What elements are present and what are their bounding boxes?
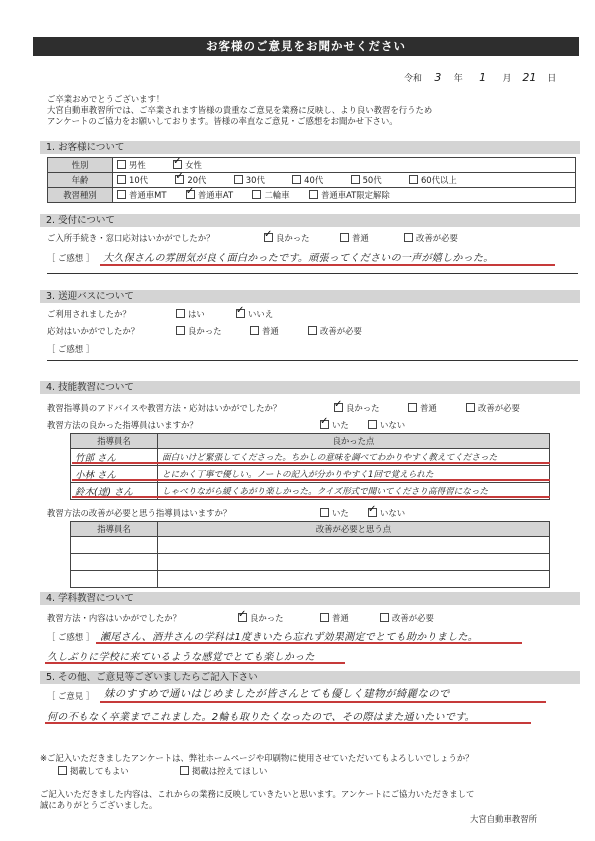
instructor-comment[interactable]: とにかく丁寧で優しい。ノートの記入が分かりやすく1回で覚えられた [158, 466, 550, 483]
gender-male-label: 男性 [129, 160, 146, 170]
skill-instructor-yes-checkbox[interactable] [320, 420, 329, 429]
skill-good-label: 良かった [346, 403, 380, 413]
section-header-customer: 1. お客様について [40, 141, 580, 154]
age-10-checkbox[interactable] [117, 175, 126, 184]
intro-text [47, 94, 432, 127]
skill-instructor-yes-label: いた [332, 420, 349, 430]
date-month[interactable]: 1 [479, 71, 487, 84]
closing-text [40, 789, 474, 811]
permission-question: ※ご記入いただきましたアンケートは、弊社ホームページや印刷物に使用させていただいてもよろしいでしょうか？ [40, 753, 474, 763]
lecture-improve-label: 改善が必要 [392, 613, 434, 623]
closing-line1: ご記入いただきました内容は、これからの業務に反映していきたいと思います。アンケートにご協力いただきまして [40, 789, 475, 799]
form-title: お客様のご意見をお聞かせください [33, 37, 579, 56]
skill-improve-no-label: いない [380, 508, 406, 518]
section-header-bus: 3. 送迎バスについて [40, 290, 580, 303]
instructor-comment[interactable] [158, 537, 550, 554]
bus-use-no-label: いいえ [248, 309, 274, 319]
age-50-checkbox[interactable] [351, 175, 360, 184]
instructor-comment[interactable] [158, 554, 550, 571]
skill-improve-yes-label: いた [332, 508, 349, 518]
skill-improve-no-checkbox[interactable] [368, 508, 377, 517]
skill-good-instructor-question: 教習方法の良かった指導員はいますか？ [47, 420, 198, 430]
organization-name: 大宮自動車教習所 [470, 814, 537, 824]
course-bike-label: 二輪車 [264, 190, 290, 200]
intro-greeting: ご卒業おめでとうございます！ [47, 94, 165, 104]
reception-normal-checkbox[interactable] [340, 233, 349, 242]
reception-improve-label: 改善が必要 [416, 233, 458, 243]
date-line [404, 71, 556, 84]
age-label: 年齢 [48, 173, 113, 188]
permission-no-checkbox[interactable] [180, 766, 189, 775]
age-60-label: 60代以上 [420, 175, 457, 185]
course-mt-checkbox[interactable] [117, 190, 126, 199]
col-instructor-name: 指導員名 [71, 522, 158, 537]
bus-use-yes-label: はい [188, 309, 205, 319]
lecture-comment-line1[interactable]: 瀬尾さん、酒井さんの学科は1度きいたら忘れず効果測定でとても助かりました。 [100, 632, 479, 643]
gender-label: 性別 [48, 158, 113, 173]
good-instructor-table [70, 433, 550, 500]
section-header-lecture: 4. 学科教習について [40, 592, 580, 605]
reception-comment[interactable]: 大久保さんの雰囲気が良く面白かったです。頑張ってくださいの一声が嬉しかった。 [103, 253, 494, 264]
reception-question: ご入所手続き・窓口応対はいかがでしたか？ [47, 233, 215, 243]
reception-normal-label: 普通 [352, 233, 369, 243]
bus-use-no-checkbox[interactable] [236, 309, 245, 318]
reception-good-checkbox[interactable] [264, 233, 273, 242]
age-options [113, 173, 576, 188]
reception-comment-underline [100, 264, 555, 266]
improve-instructor-table [70, 521, 550, 588]
closing-line2: 誠にありがとうございました。 [40, 800, 158, 810]
skill-good-checkbox[interactable] [334, 403, 343, 412]
instructor-comment[interactable]: 面白いけど緊張してくださった。ちかしの意味を調べてわかりやすく教えてくださった [158, 449, 550, 466]
date-day[interactable]: 21 [522, 71, 537, 84]
date-month-unit: 月 [502, 74, 512, 84]
date-era: 令和 [404, 74, 423, 84]
col-improve-points: 改善が必要と思う点 [158, 522, 550, 537]
course-options [113, 188, 576, 203]
gender-female-checkbox[interactable] [173, 160, 182, 169]
skill-advice-question: 教習指導員のアドバイスや教習方法・応対はいかがでしたか？ [47, 403, 282, 413]
skill-improve-checkbox[interactable] [466, 403, 475, 412]
reception-improve-checkbox[interactable] [404, 233, 413, 242]
intro-line2: アンケートのご協力をお願いしております。皆様の率直なご意見・ご感想をお聞かせ下さい。 [47, 116, 398, 126]
section-header-skill: 4. 技能教習について [40, 381, 580, 394]
col-good-points: 良かった点 [158, 434, 550, 449]
lecture-normal-checkbox[interactable] [320, 613, 329, 622]
other-comment-line2[interactable]: 何の不もなく卒業までこれました。2輪も取りたくなったので、その際はまた通いたいです。 [47, 712, 475, 723]
bus-improve-checkbox[interactable] [308, 326, 317, 335]
lecture-question: 教習方法・内容はいかがでしたか？ [47, 613, 181, 623]
lecture-comment-label: ［ ご感想 ］ [47, 632, 95, 642]
other-comment-label: ［ ご意見 ］ [47, 691, 95, 701]
instructor-name[interactable]: 竹部 さん [71, 449, 158, 466]
bus-comment-label: ［ ご感想 ］ [47, 344, 95, 354]
bus-normal-label: 普通 [262, 326, 279, 336]
permission-yes-checkbox[interactable] [58, 766, 67, 775]
lecture-good-label: 良かった [250, 613, 284, 623]
course-at-removal-checkbox[interactable] [309, 190, 318, 199]
other-comment-underline2 [45, 722, 531, 724]
table-row [71, 554, 550, 571]
date-year-unit: 年 [453, 74, 463, 84]
lecture-improve-checkbox[interactable] [380, 613, 389, 622]
bus-good-checkbox[interactable] [176, 326, 185, 335]
date-year[interactable]: 3 [434, 71, 442, 84]
skill-instructor-no-checkbox[interactable] [368, 420, 377, 429]
intro-line1: 大宮自動車教習所では、ご卒業されます皆様の貴重なご意見を業務に反映し、より良い教習を行うため [47, 105, 433, 115]
other-comment-underline1 [100, 701, 546, 703]
bus-improve-label: 改善が必要 [320, 326, 362, 336]
course-at-checkbox[interactable] [186, 190, 195, 199]
lecture-comment-underline1 [96, 642, 522, 644]
lecture-comment-line2[interactable]: 久しぶりに学校に来ているような感覚でとても楽しかった [47, 652, 315, 663]
lecture-good-checkbox[interactable] [238, 613, 247, 622]
instructor-row1-underline [72, 462, 550, 464]
bus-use-question: ご利用されましたか？ [47, 309, 131, 319]
age-30-checkbox[interactable] [234, 175, 243, 184]
skill-normal-label: 普通 [420, 403, 437, 413]
age-40-label: 40代 [304, 175, 324, 185]
bus-service-question: 応対はいかがでしたか？ [47, 326, 140, 336]
lecture-normal-label: 普通 [332, 613, 349, 623]
skill-improve-yes-checkbox[interactable] [320, 508, 329, 517]
instructor-name[interactable]: 小林 さん [71, 466, 158, 483]
date-day-unit: 日 [547, 74, 557, 84]
section-header-other: 5. その他、ご意見等ございましたらご記入下さい [40, 671, 580, 684]
reception-divider [47, 273, 578, 274]
course-bike-checkbox[interactable] [252, 190, 261, 199]
skill-instructor-no-label: いない [380, 420, 406, 430]
lecture-comment-underline2 [45, 662, 345, 664]
instructor-name[interactable] [71, 554, 158, 571]
instructor-comment[interactable] [158, 571, 550, 588]
age-10-label: 10代 [129, 175, 149, 185]
bus-use-yes-checkbox[interactable] [176, 309, 185, 318]
instructor-row3-underline [72, 496, 550, 498]
course-at-removal-label: 普通車AT限定解除 [320, 190, 390, 200]
instructor-comment[interactable]: しゃべりながら緩くあがり楽しかった。クイズ形式で聞いてくださり高得習になった [158, 483, 550, 500]
bus-good-label: 良かった [188, 326, 222, 336]
instructor-row2-underline [72, 479, 550, 481]
instructor-name[interactable] [71, 571, 158, 588]
age-30-label: 30代 [245, 175, 265, 185]
age-20-checkbox[interactable] [175, 175, 184, 184]
customer-table [47, 157, 576, 203]
skill-normal-checkbox[interactable] [408, 403, 417, 412]
table-row [71, 571, 550, 588]
col-instructor-name: 指導員名 [71, 434, 158, 449]
table-row [71, 537, 550, 554]
instructor-name[interactable]: 鈴木(達) さん [71, 483, 158, 500]
gender-male-checkbox[interactable] [117, 160, 126, 169]
course-label: 教習種別 [48, 188, 113, 203]
course-mt-label: 普通車MT [129, 190, 167, 200]
permission-no-label: 掲載は控えてほしい [192, 766, 268, 776]
section-header-reception: 2. 受付について [40, 214, 580, 227]
age-40-checkbox[interactable] [292, 175, 301, 184]
skill-improve-label: 改善が必要 [478, 403, 520, 413]
instructor-name[interactable] [71, 537, 158, 554]
bus-normal-checkbox[interactable] [250, 326, 259, 335]
reception-comment-label: ［ ご感想 ］ [47, 253, 95, 263]
age-60-checkbox[interactable] [409, 175, 418, 184]
permission-yes-label: 掲載してもよい [70, 766, 129, 776]
gender-female-label: 女性 [185, 160, 202, 170]
age-50-label: 50代 [362, 175, 382, 185]
other-comment-line1[interactable]: 妹のすすめで通いはじめましたが皆さんとても優しく建物が綺麗なので [104, 688, 450, 700]
course-at-label: 普通車AT [197, 190, 234, 200]
reception-good-label: 良かった [276, 233, 310, 243]
skill-improve-instructor-question: 教習方法の改善が必要と思う指導員はいますか？ [47, 508, 232, 518]
age-20-label: 20代 [187, 175, 207, 185]
bus-divider [47, 360, 578, 361]
